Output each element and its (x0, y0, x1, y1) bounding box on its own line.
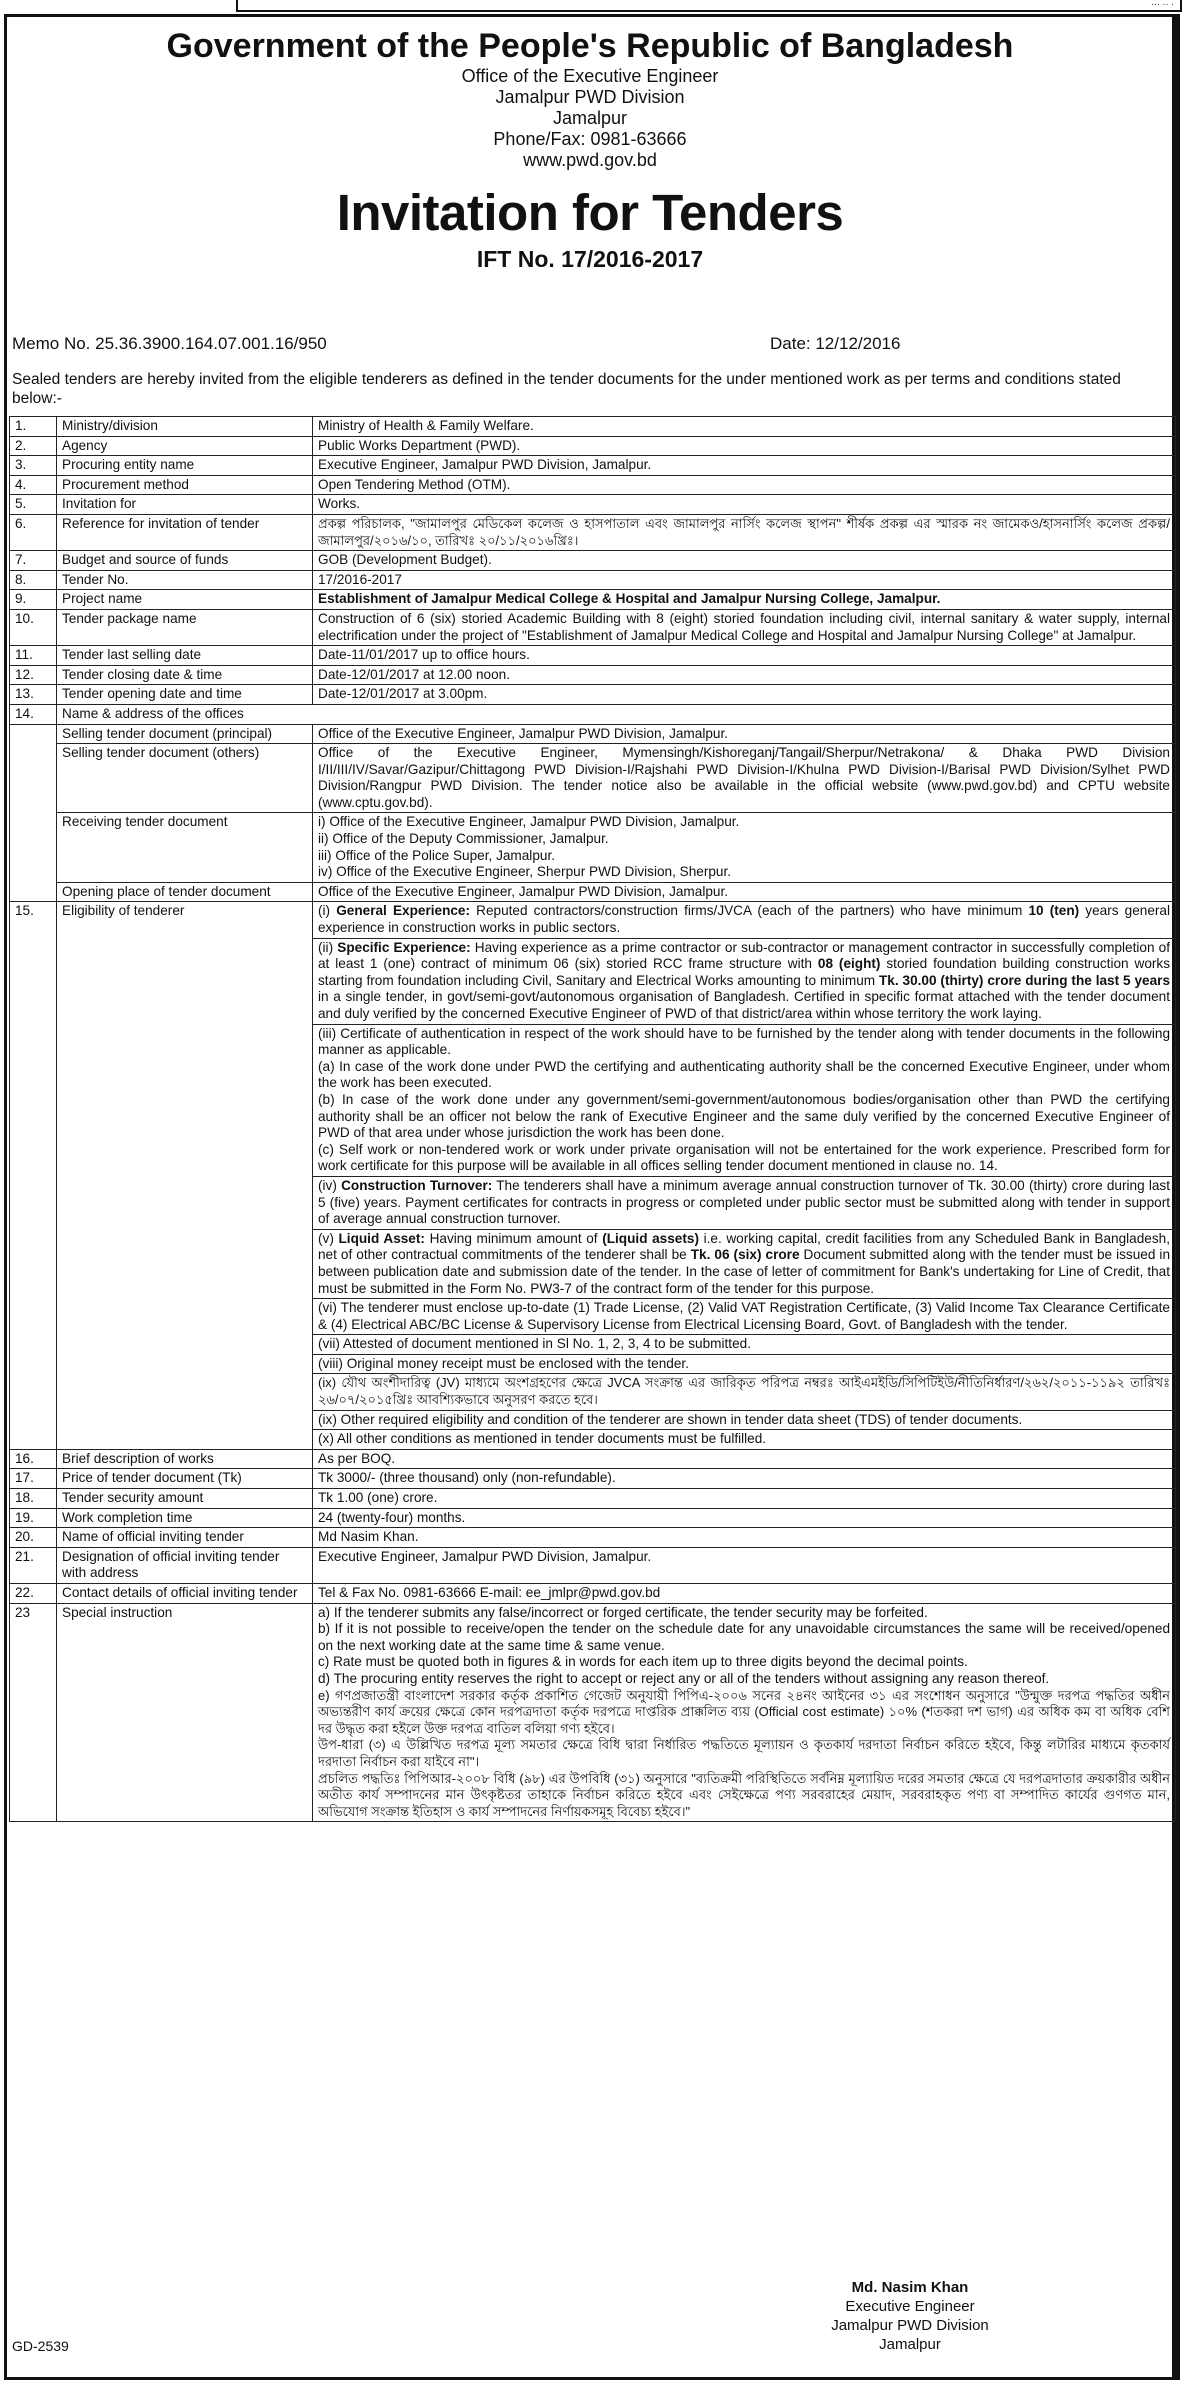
table-row: (x) All other conditions as mentioned in tender documents must be fulfilled. (10, 1430, 1176, 1450)
table-row: 1. Ministry/division Ministry of Health & Family Welfare. (10, 417, 1176, 437)
top-strip: ··· ·· · (236, 0, 1182, 12)
footer-code: GD-2539 (12, 2338, 69, 2354)
table-row: (ii) Specific Experience: Having experience as a prime contractor or sub-contractor or management contractor in successfully completion of at least 1 (one) contract of minimum 06 (six) storied RCC frame structure with 08 (eight) storied foundation building construction works starting from foundation including Civil, Sanitary and Electrical Works amounting to minimum Tk. 30.00 (thirty) crore during the last 5 years in a single tender, in govt/semi-govt/autonomous organisation of Bangladesh. Certified in specific format attached with the tender document and duly verified by the concerned Executive Engineer of PWD of that district/area within whose territory the work laying. (10, 938, 1176, 1024)
memo-number: Memo No. 25.36.3900.164.07.001.16/950 (12, 334, 327, 353)
signatory-line: Executive Engineer (845, 2298, 975, 2315)
table-row: 18. Tender security amount Tk 1.00 (one) crore. (10, 1489, 1176, 1509)
office-line: Jamalpur PWD Division (495, 87, 685, 107)
table-row: 15. Eligibility of tenderer (i) General Experience: Reputed contractors/construction firms/JVCA (each of the partners) who have minimum 10 (ten) years general experience in construction works in public sectors. (10, 902, 1176, 938)
table-row: (v) Liquid Asset: Having minimum amount of (Liquid assets) i.e. working capital, credit facilities from any Scheduled Bank in Bangladesh, net of other contractual commitments of the tenderer shall be Tk. 06 (six) crore Document submitted along with the tender must be issued in between publication date and submission date of the tender. In the case of letter of commitment for Bank's undertaking for Line of Credit, that must be submitted in the Form No. PW3-7 of the contract form of the tender for this purpose. (10, 1229, 1176, 1298)
table-row: 12. Tender closing date & time Date-12/01/2017 at 12.00 noon. (10, 665, 1176, 685)
table-row: Selling tender document (others) Office of the Executive Engineer, Mymensingh/Kishoreganj/Tangail/Sherpur/Netrakona/ & Dhaka PWD Division I/II/III/IV/Savar/Gazipur/Chittagong PWD Division-I/Rajshahi PWD Division-I/Khulna PWD Division-I/Barisal PWD Division/Sylhet PWD Division/Rangpur PWD Division. The tender notice also be available in the official website (www.pwd.gov.bd) and CPTU website (www.cptu.gov.bd). (10, 744, 1176, 813)
signatory-line: Jamalpur PWD Division (831, 2317, 989, 2334)
table-row: 4. Procurement method Open Tendering Method (OTM). (10, 475, 1176, 495)
table-row: 7. Budget and source of funds GOB (Development Budget). (10, 551, 1176, 571)
table-row: 23 Special instruction a) If the tenderer submits any false/incorrect or forged certificate, the tender security may be forfeited. b) If it is not possible to receive/open the tender on the schedule date for any unavoidable circumstances the same will be received/opened on the next working date at the same time & same venue. c) Rate must be quoted both in figures & in words for each item up to three digits beyond the decimal points. d) The procuring entity reserves the right to accept or reject any or all of the tenders without assigning any reason thereof. e) গণপ্রজাতন্ত্রী বাংলাদেশ সরকার কর্তৃক প্রকাশিত গেজেট অনুযায়ী পিপিএ-২০০৬ সনের ২৪নং আইনের ৩১ এর সংশোধন অনুসারে "উন্মুক্ত দরপত্র পদ্ধতির অধীন অভ্যন্তরীণ কার্য ক্রয়ের ক্ষেত্রে কোন দরপত্রদাতা কর্তৃক দরপত্রে দাপ্তরিক প্রাক্কলিত ব্যয় (Official cost estimate) ১০% (শতকরা দশ ভাগ) এর অধিক কম বা অধিক বেশি দর উদ্ধৃত করা হইলে উক্ত দরপত্র বাতিল বলিয়া গণ্য হইবে। উপ-ধারা (৩) এ উল্লিখিত দরপত্র মূল্য সমতার ক্ষেত্রে বিধি দ্বারা নির্ধারিত পদ্ধতিতে মূল্যায়ন ও কৃতকার্য দরদাতা নির্বাচন করিতে হইবে, কিন্তু লটারির মাধ্যমে কৃতকার্য দরদাতা নির্বাচন করা যাইবে না"। প্রচলিত পদ্ধতিঃ পিপিআর-২০০৮ বিধি (৯৮) এর উপবিধি (৩১) অনুসারে "ব্যতিক্রমী পরিস্থিতিতে সর্বনিম্ন মূল্যায়িত দরের সমতার ক্ষেত্রে যে দরপত্রদাতার ক্রয়কারীর অধীন অতীত কার্য সম্পাদনের মান উৎকৃষ্টতর তাহাকে নির্বাচন করিতে হইবে এবং সেইক্ষেত্রে পণ্য সরবরাহের মেয়াদ, সরবরাহকৃত পণ্য বা সম্পাদিত কার্যের গুণগত মান, অভিযোগ সংক্রান্ত ইতিহাস ও কার্য সম্পাদনের নির্ণায়কসমূহ বিবেচ্য হইবে।" (10, 1603, 1176, 1822)
table-row: 21. Designation of official inviting tender with address Executive Engineer, Jamalpur PWD Division, Jamalpur. (10, 1547, 1176, 1583)
table-row: (ix) যৌথ অংশীদারিত্ব (JV) মাধ্যমে অংশগ্রহণের ক্ষেত্রে JVCA সংক্রান্ত এর জারিকৃত পরিপত্র নম্বরঃ আইএমইডি/সিপিটিইউ/নীতিনির্ধারণ/২৬২/২০১১-১১৯২ তারিখঃ ২৬/০৭/২০১৫খ্রিঃ আবশ্যিকভাবে অনুসরণ করতে হবে। (10, 1374, 1176, 1410)
table-row: 8. Tender No. 17/2016-2017 (10, 570, 1176, 590)
table-row: 19. Work completion time 24 (twenty-four) months. (10, 1508, 1176, 1528)
table-row: 2. Agency Public Works Department (PWD). (10, 436, 1176, 456)
table-row: Receiving tender document i) Office of the Executive Engineer, Jamalpur PWD Division, Jamalpur. ii) Office of the Deputy Commissioner, Jamalpur. iii) Office of the Police Super, Jamalpur. iv) Office of the Executive Engineer, Sherpur PWD Division, Sherpur. (10, 813, 1176, 882)
tender-table (9, 416, 1176, 1822)
intro-paragraph: Sealed tenders are hereby invited from the eligible tenderers as defined in the tender documents for the under mentioned work as per terms and conditions stated below:- (12, 371, 1121, 407)
table-row: 22. Contact details of official inviting tender Tel & Fax No. 0981-63666 E-mail: ee_jmlpr@pwd.gov.bd (10, 1584, 1176, 1604)
table-row: Opening place of tender document Office of the Executive Engineer, Jamalpur PWD Division, Jamalpur. (10, 882, 1176, 902)
page-title: Invitation for Tenders (336, 184, 844, 241)
table-row: 10. Tender package name Construction of 6 (six) storied Academic Building with 8 (eight) storied foundation including civil, internal sanitary & water supply, internal electrification under the project of "Establishment of Jamalpur Medical College and Hospital and Jamalpur Nursing College" at Jamalpur. (10, 609, 1176, 645)
table-row: (ix) Other required eligibility and condition of the tenderer are shown in tender data sheet (TDS) of tender documents. (10, 1410, 1176, 1430)
memo-date: Date: 12/12/2016 (770, 334, 901, 353)
table-row: (vi) The tenderer must enclose up-to-date (1) Trade License, (2) Valid VAT Registration Certificate, (3) Valid Income Tax Clearance Certificate & (4) Electrical ABC/BC License & Supervisory License from Electrical Licensing Board, Govt. of Bangladesh with the tender. (10, 1299, 1176, 1335)
government-title: Government of the People's Republic of Bangladesh (166, 27, 1014, 65)
table-row: 20. Name of official inviting tender Md Nasim Khan. (10, 1528, 1176, 1548)
office-phone: Phone/Fax: 0981-63666 (493, 129, 687, 149)
table-row: (iv) Construction Turnover: The tenderers shall have a minimum average annual construction turnover of Tk. 30.00 (thirty) crore during last 5 (five) years. Payment certificates for contracts in progress or completed under public sector must be submitted along with tender in support of average annual construction turnover. (10, 1176, 1176, 1229)
ift-number: IFT No. 17/2016-2017 (476, 246, 704, 272)
signatory-line: Jamalpur (879, 2336, 941, 2353)
office-website: www.pwd.gov.bd (523, 150, 657, 170)
table-row: (viii) Original money receipt must be enclosed with the tender. (10, 1354, 1176, 1374)
table-row: 11. Tender last selling date Date-11/01/2017 up to office hours. (10, 646, 1176, 666)
table-row: 6. Reference for invitation of tender প্রকল্প পরিচালক, "জামালপুর মেডিকেল কলেজ ও হাসপাতাল এবং জামালপুর নার্সিং কলেজ স্থাপন" শীর্ষক প্রকল্প এর স্মারক নং জামেকও/হাসনার্সিং কলেজ প্রকল্প/জামালপুর/২০১৬/১০, তারিখঃ ২০/১১/২০১৬খ্রিঃ। (10, 514, 1176, 550)
table-row: 13. Tender opening date and time Date-12/01/2017 at 3.00pm. (10, 685, 1176, 705)
signatory-name: Md. Nasim Khan (851, 2279, 969, 2296)
table-row: (vii) Attested of document mentioned in Sl No. 1, 2, 3, 4 to be submitted. (10, 1335, 1176, 1355)
table-row: 17. Price of tender document (Tk) Tk 3000/- (three thousand) only (non-refundable). (10, 1469, 1176, 1489)
table-row: 9. Project name Establishment of Jamalpur Medical College & Hospital and Jamalpur Nursing College, Jamalpur. (10, 590, 1176, 610)
table-row: 16. Brief description of works As per BOQ. (10, 1449, 1176, 1469)
signature-block (760, 2278, 1060, 2354)
table-row: 3. Procuring entity name Executive Engineer, Jamalpur PWD Division, Jamalpur. (10, 456, 1176, 476)
office-line: Jamalpur (552, 108, 628, 128)
table-row: 5. Invitation for Works. (10, 495, 1176, 515)
office-line: Office of the Executive Engineer (461, 66, 719, 86)
table-row: (iii) Certificate of authentication in respect of the work should have to be furnished by the tender along with tender documents in the following manner as applicable. (a) In case of the work done under PWD the certifying and authenticating authority shall be the concerned Executive Engineer, under whom the work has been executed. (b) In case of the work done under any government/semi-government/autonomous bodies/organisation other than PWD the certifying authority shall be an officer not below the rank of Executive Engineer and the same duly verified by the concerned Executive Engineer of PWD of that area under whose jurisdiction the work has been done. (c) Self work or non-tendered work or work under private organisation will not be entertained for the work experience. Prescribed form for work certificate for this purpose will be available in all offices selling tender document mentioned in clause no. 14. (10, 1024, 1176, 1176)
table-row: Selling tender document (principal) Office of the Executive Engineer, Jamalpur PWD Division, Jamalpur. (10, 724, 1176, 744)
table-row: 14. Name & address of the offices (10, 704, 1176, 724)
letterhead (0, 26, 1180, 273)
